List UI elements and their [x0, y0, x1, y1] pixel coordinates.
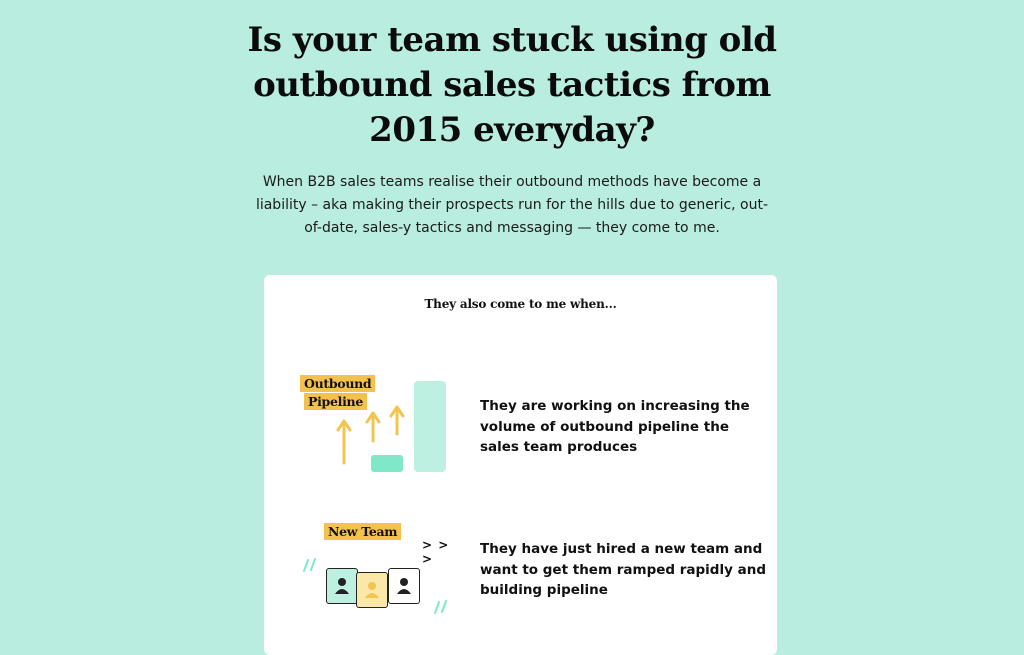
intro-paragraph: When B2B sales teams realise their outbound methods have become a liability – aka making their prospects run for the hills due to generic, out-of-date, sales-y tactics and messaging — they come to me.	[255, 174, 769, 236]
new-team-illustration	[300, 520, 460, 620]
use-cases-card	[264, 275, 777, 655]
person-icon	[396, 577, 412, 595]
row-new-team-text: They have just hired a new team and want to get them ramped rapidly and building pipeline	[480, 541, 766, 598]
outbound-tag: Outbound	[300, 375, 375, 392]
team-member-card-3	[388, 568, 420, 604]
team-member-card-2	[356, 572, 388, 608]
hero-section	[0, 0, 1024, 240]
pipeline-tag: Pipeline	[304, 393, 367, 410]
team-member-card-1	[326, 568, 358, 604]
card-title: They also come to me when...	[424, 297, 617, 311]
pipeline-illustration	[300, 375, 450, 475]
row-pipeline-text: They are working on increasing the volume of outbound pipeline the sales team produces	[480, 398, 750, 455]
person-icon	[334, 577, 350, 595]
tall-bar	[414, 381, 446, 472]
new-team-tag: New Team	[324, 523, 401, 540]
page-headline: Is your team stuck using old outbound sales tactics from 2015 everyday?	[247, 20, 777, 150]
growth-arrows-icon	[300, 375, 450, 475]
chevrons-icon: > > >	[422, 538, 450, 566]
short-bar	[371, 455, 403, 472]
person-icon	[364, 581, 380, 599]
